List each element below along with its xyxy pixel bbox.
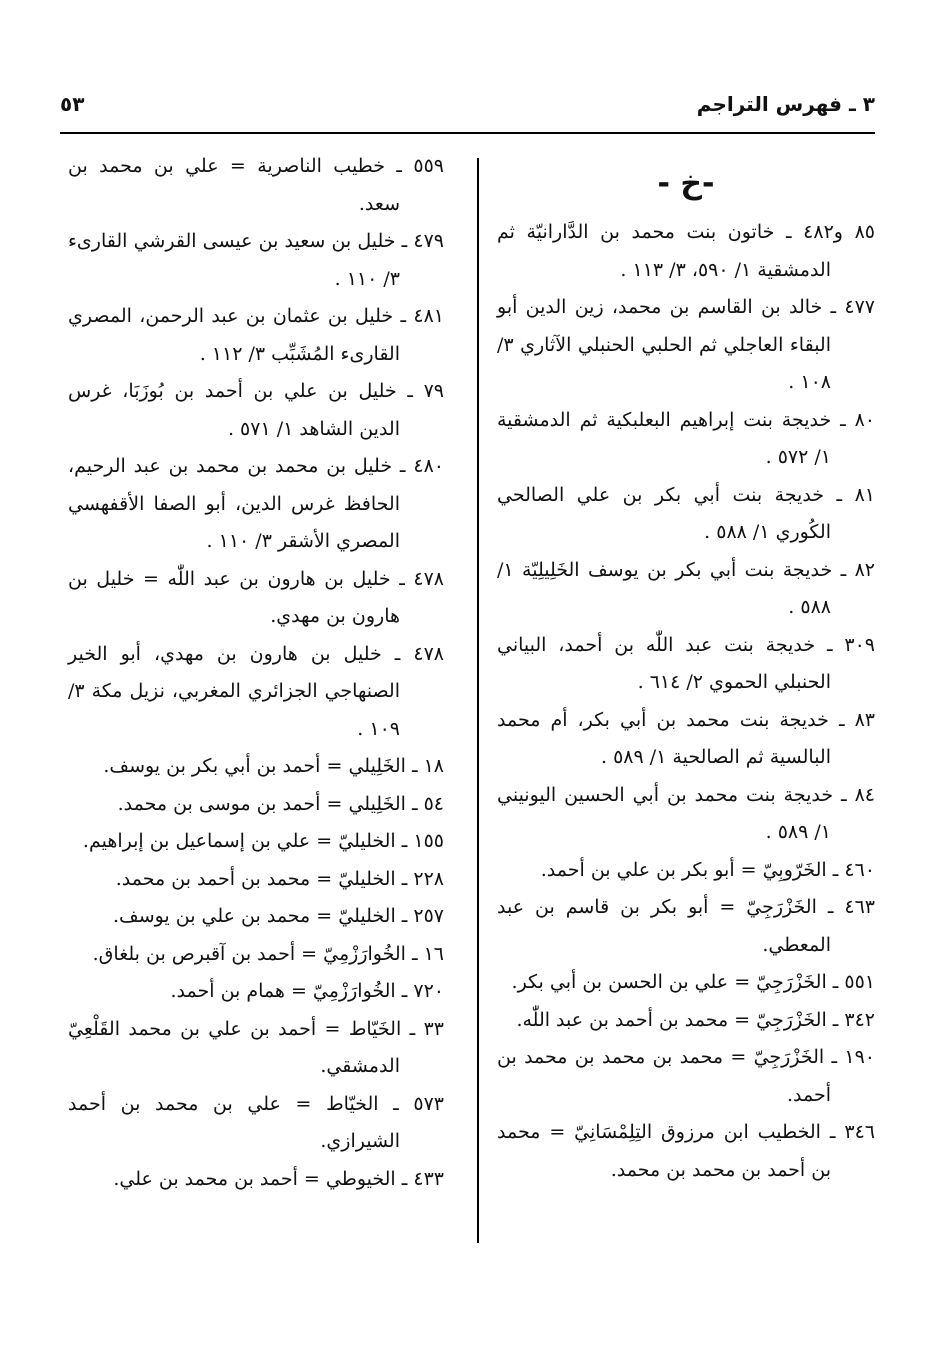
right-column — [497, 148, 875, 1189]
index-entry — [497, 964, 875, 1002]
entry-number: ٤٦٠ — [844, 858, 875, 881]
entry-number: ٥٥٩ — [413, 155, 444, 177]
index-entry — [497, 627, 875, 702]
index-entry — [68, 561, 444, 636]
index-entry — [497, 552, 875, 627]
entry-text: ـ الخَزْرَجِيّ = أبو بكر بن قاسم بن عبد المعطي. — [497, 896, 834, 956]
index-entry — [497, 289, 875, 402]
index-entry — [497, 1039, 875, 1114]
entry-text: ـ الخطيب ابن مرزوق التِلِمْسَانِيّ = محمد بن أحمد بن محمد بن محمد. — [497, 1121, 836, 1181]
index-entry — [68, 861, 444, 899]
entry-text: ـ خليل بن سعيد بن عيسى القرشي القارىء ٣/ ١١٠ . — [68, 230, 408, 290]
index-entry — [68, 448, 444, 561]
header-rule — [60, 132, 875, 134]
entry-text: ـ الخليليّ = علي بن إسماعيل بن إبراهيم. — [82, 830, 408, 852]
entry-text: ـ الخليليّ = محمد بن أحمد بن محمد. — [115, 867, 408, 890]
index-entry — [497, 1002, 875, 1040]
entry-text: ـ الخَزْرَجِيّ = محمد بن أحمد بن عبد اللّٰه. — [516, 1008, 839, 1031]
entry-text: ـ خديجة بنت محمد بن أبي بكر، أم محمد البالسية ثم الصالحية ١/ ٥٨٩ . — [497, 708, 845, 768]
entry-text: ـ الخَيّاط = أحمد بن علي بن محمد القَلْعِيّ الدمشقي. — [68, 1017, 416, 1077]
entry-number: ٤٧٨ — [413, 642, 444, 665]
entry-number: ١٥٥ — [413, 830, 444, 852]
entry-text: ـ خاتون بنت محمد بن الدَّارانيّة ثم الدمشقية ١/ ٥٩٠، ٣/ ١١٣ . — [497, 221, 831, 281]
entry-number: ٤٣٣ — [413, 1167, 444, 1190]
entry-number: ٨٣ — [854, 708, 875, 731]
entry-number: ٤٨١ — [413, 305, 444, 327]
entry-number: ٨٤ — [854, 783, 875, 806]
entry-text: ـ خديجة بنت أبي بكر بن يوسف الخَلِيلِيّة ١/ ٥٨٨ . — [497, 558, 847, 618]
column-divider — [477, 158, 479, 1243]
index-entry — [68, 748, 444, 786]
entry-text: ـ الخَرّوبِيّ = أبو بكر بن علي بن أحمد. — [540, 858, 839, 881]
entry-number: ٤٨٠ — [413, 455, 444, 477]
index-entry — [497, 1114, 875, 1189]
entry-text: ـ خليل بن هارون بن مهدي، أبو الخير الصنهاجي الجزائري المغربي، نزيل مكة ٣/ ١٠٩ . — [68, 642, 401, 740]
entry-number: ٨١ — [854, 483, 875, 506]
index-entry — [497, 889, 875, 964]
entry-number: ٥٧٣ — [413, 1092, 444, 1115]
entry-text: ـ خالد بن القاسم بن محمد، زين الدين أبو البقاء العاجلي ثم الحلبي الحنبلي الآثاري ٣/ ١٠٨ . — [497, 296, 837, 393]
entry-text: ـ خليل بن عثمان بن عبد الرحمن، المصري القارىء المُشَبِّب ٣/ ١١٢ . — [68, 305, 407, 365]
right-entries-list — [497, 214, 875, 1189]
entry-text: ـ الخليليّ = محمد بن علي بن يوسف. — [112, 905, 408, 927]
entry-number: ٨٠ — [854, 408, 875, 431]
entry-text: ـ الخَلِيلي = أحمد بن موسى بن محمد. — [117, 792, 418, 815]
index-entry — [68, 973, 444, 1011]
index-entry — [497, 777, 875, 852]
index-entry — [497, 852, 875, 890]
entry-number: ١٨ — [423, 755, 444, 777]
entry-text: ـ الخيّاط = علي بن محمد بن أحمد الشيرازي. — [68, 1092, 400, 1152]
entry-number: ١٦ — [423, 942, 444, 965]
entry-number: ٨٥ و٤٨٢ — [803, 221, 876, 243]
running-title: ٣ ـ فهرس التراجم — [696, 92, 875, 116]
entry-number: ٤٧٧ — [844, 296, 875, 318]
entry-text: ـ الخُوارَزْمِيّ = أحمد بن آقبرص بن بلغاق. — [92, 942, 418, 965]
index-entry — [68, 148, 444, 223]
entry-number: ٥٥١ — [844, 971, 875, 993]
left-entries-list — [68, 148, 444, 1198]
index-entry — [497, 702, 875, 777]
page-number: ٥٣ — [60, 92, 85, 116]
left-column — [68, 148, 444, 1198]
entry-number: ٧٢٠ — [413, 980, 444, 1002]
entry-number: ٤٦٣ — [844, 896, 875, 918]
entry-text: ـ خديجة بنت عبد اللّٰه بن أحمد، البياني الحنبلي الحموي ٢/ ٦١٤ . — [497, 633, 833, 693]
index-entry — [497, 477, 875, 552]
page-header — [60, 92, 875, 130]
entry-text: ـ خليل بن علي بن أحمد بن بُوزَبَا، غرس الدين الشاهد ١/ ٥٧١ . — [68, 380, 413, 440]
entry-number: ٢٥٧ — [413, 905, 444, 927]
entry-number: ٣٤٦ — [844, 1121, 875, 1143]
entry-number: ٣٣ — [423, 1017, 444, 1040]
entry-number: ١٩٠ — [844, 1046, 876, 1068]
index-entry — [497, 402, 875, 477]
entry-number: ٤٧٩ — [413, 230, 444, 252]
index-entry — [68, 636, 444, 749]
index-entry — [497, 214, 875, 289]
entry-number: ٣٤٢ — [844, 1008, 875, 1031]
entry-text: ـ الخَلِيلي = أحمد بن أبي بكر بن يوسف. — [103, 755, 418, 777]
index-entry — [68, 298, 444, 373]
entry-number: ٢٢٨ — [413, 867, 444, 890]
index-entry — [68, 223, 444, 298]
index-entry — [68, 936, 444, 974]
index-entry — [68, 1011, 444, 1086]
index-entry — [68, 786, 444, 824]
index-entry — [68, 1161, 444, 1199]
entry-text: ـ خديجة بنت محمد بن أبي الحسين اليونيني ١/ ٥٨٩ . — [497, 783, 847, 843]
entry-text: ـ خديجة بنت أبي بكر بن علي الصالحي الكُوري ١/ ٥٨٨ . — [497, 483, 843, 543]
entry-number: ٣٠٩ — [844, 633, 875, 656]
entry-text: ـ الخيوطي = أحمد بن محمد بن علي. — [113, 1167, 408, 1190]
entry-text: ـ الخَزْرَجِيّ = علي بن الحسن بن أبي بكر. — [511, 971, 839, 993]
entry-text: ـ خليل بن هارون بن عبد اللّٰه = خليل بن هارون بن مهدي. — [68, 567, 405, 627]
entry-text: ـ خطيب الناصرية = علي بن محمد بن سعد. — [68, 155, 402, 215]
entry-text: ـ الخَزْرَجِيّ = محمد بن محمد بن محمد بن أحمد. — [497, 1046, 838, 1106]
index-entry — [68, 373, 444, 448]
entry-number: ٤٧٨ — [413, 567, 444, 590]
section-letter: -خ - — [657, 166, 715, 201]
entry-text: ـ خديجة بنت إبراهيم البعلبكية ثم الدمشقية ١/ ٥٧٢ . — [497, 408, 846, 468]
entry-text: ـ خليل بن محمد بن محمد بن عبد الرحيم، الحافظ غرس الدين، أبو الصفا الأقفهسي المصري الأشقر ٣/ ١١٠ . — [68, 455, 406, 552]
entry-number: ٥٤ — [423, 792, 444, 815]
index-entry — [68, 898, 444, 936]
entry-number: ٨٢ — [854, 558, 875, 581]
index-entry — [68, 823, 444, 861]
index-entry — [68, 1086, 444, 1161]
entry-number: ٧٩ — [423, 380, 444, 402]
entry-text: ـ الخُوارَزْمِيّ = همام بن أحمد. — [170, 980, 408, 1002]
